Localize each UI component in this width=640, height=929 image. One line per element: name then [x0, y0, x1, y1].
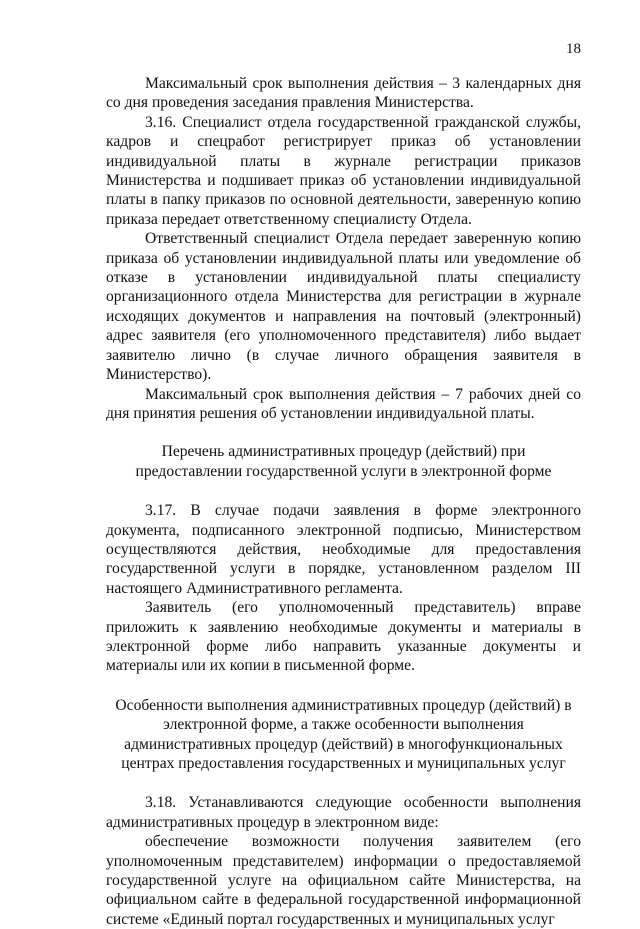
page-number: 18 [566, 41, 581, 57]
paragraph-responsible-specialist: Ответственный специалист Отдела передает заверенную копию приказа об установлении индивидуальной платы или уведомление об отказе в установлении индивидуальной платы специалисту организационного отдела Министерства для регистрации в журнале исходящих документов и направления на почтовый (электронный) адрес заявителя (его уполномоченного представителя) либо выдает заявителю лично (в случае личного обращения заявителя в Министерство). [106, 230, 581, 384]
section-heading-mfc-features: Особенности выполнения административных процедур (действий) в электронной форме, а также особенности выполнения административных процедур (действий) в многофункциональных центрах предоставления государственных и муниципальных услуг [115, 696, 572, 772]
paragraph-deadline-7-days: Максимальный срок выполнения действия – 7 рабочих дней со дня принятия решения об установлении индивидуальной платы. [106, 385, 581, 422]
paragraph-3-18: 3.18. Устанавливаются следующие особенности выполнения административных процедур в электронном виде: [106, 794, 581, 831]
paragraph-information-access: обеспечение возможности получения заявителем (его уполномоченным представителем) информации о предоставляемой государственной услуге на официальном сайте Министерства, на официальном сайте в федеральной государственной информационной системе «Единый портал государственных и муниципальных услуг [106, 833, 581, 928]
document-body [106, 74, 581, 929]
paragraph-3-17: 3.17. В случае подачи заявления в форме электронного документа, подписанного электронной подписью, Министерством осуществляются действия, необходимые для предоставления государственной услуги в порядке, установленном разделом III настоящего Административного регламента. [106, 502, 581, 597]
paragraph-deadline-3-days: Максимальный срок выполнения действия – 3 календарных дня со дня проведения заседания правления Министерства. [106, 75, 581, 112]
paragraph-3-16: 3.16. Специалист отдела государственной гражданской службы, кадров и спецработ регистрирует приказ об установлении индивидуальной платы в журнале регистрации приказов Министерства и подшивает приказ об установлении индивидуальной платы в папку приказов по основной деятельности, заверенную копию приказа передает ответственному специалисту Отдела. [106, 113, 581, 228]
paragraph-applicant-attachments: Заявитель (его уполномоченный представитель) вправе приложить к заявлению необходимые документы и материалы в электронной форме либо направить указанные документы и материалы или их копии в письменной форме. [106, 599, 581, 675]
section-heading-electronic-procedures: Перечень административных процедур (действий) при предоставлении государственной услуги в электронной форме [135, 443, 552, 480]
